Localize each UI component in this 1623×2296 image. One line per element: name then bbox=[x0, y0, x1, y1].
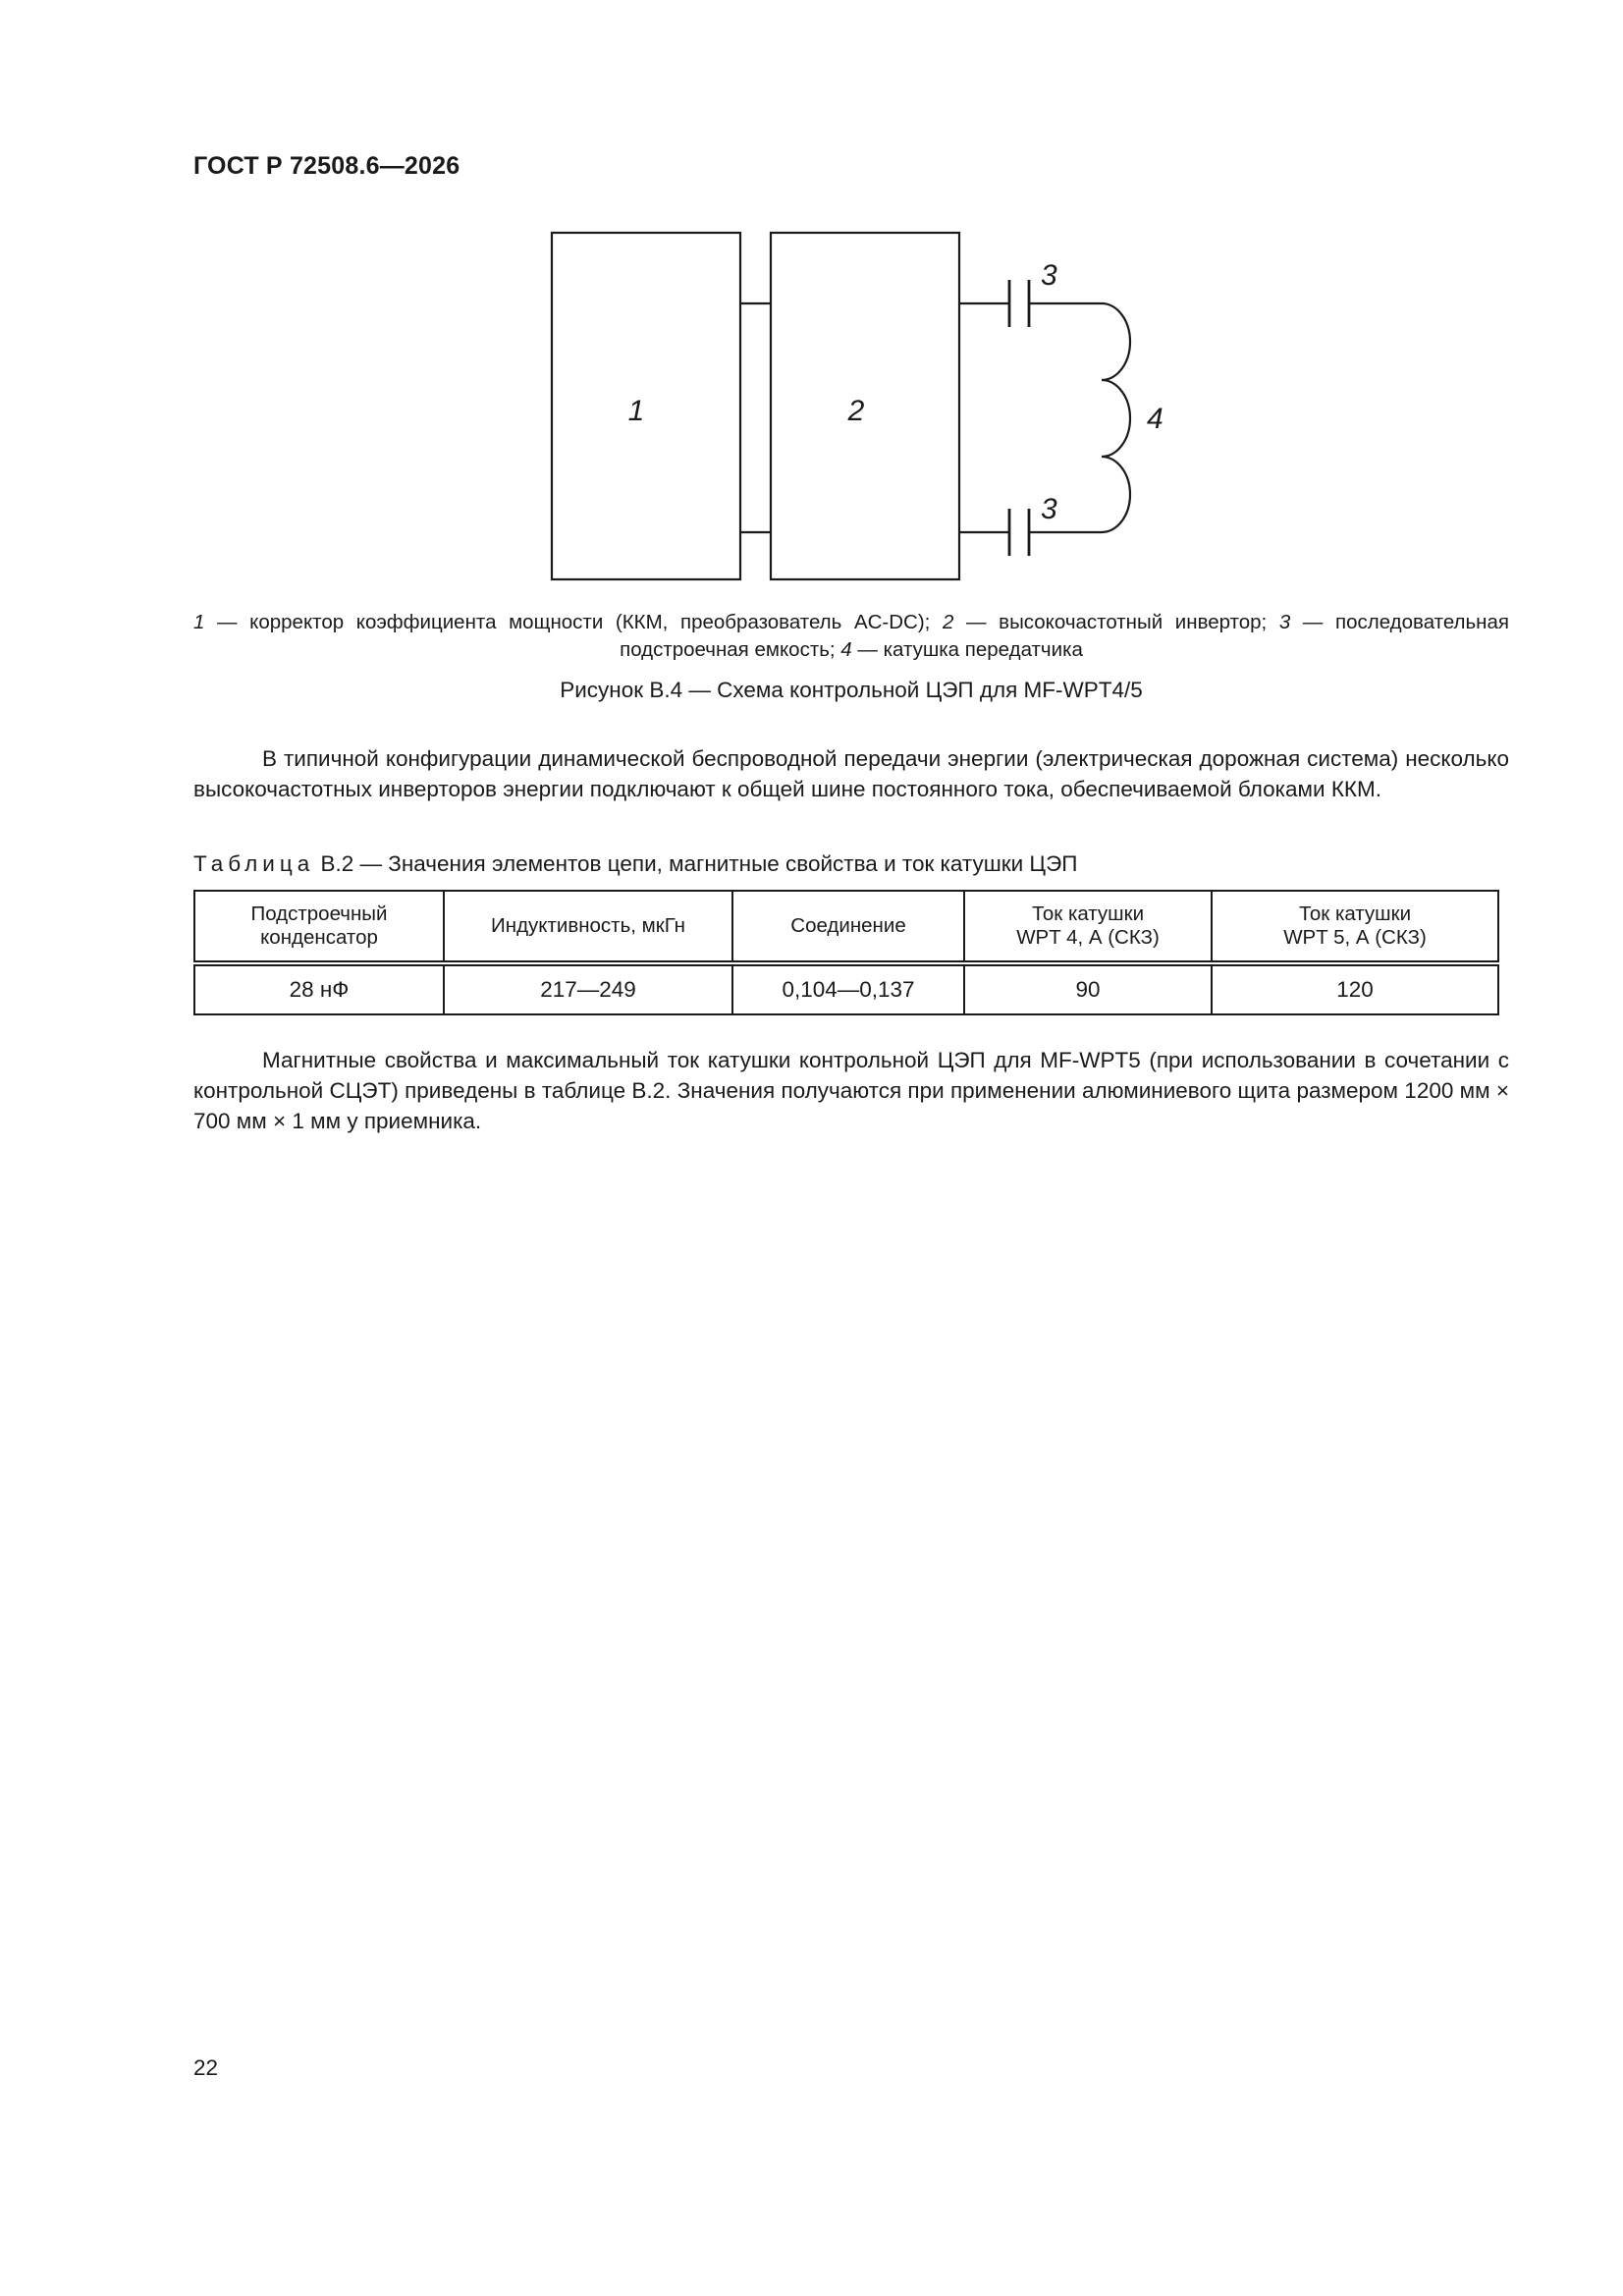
coil-label: 4 bbox=[1147, 403, 1163, 435]
paragraph-2 bbox=[193, 1045, 1509, 1136]
table-title-text: В.2 — Значения элементов цепи, магнитные свойства и ток катушки ЦЭП bbox=[314, 851, 1078, 876]
legend-line-1 bbox=[193, 609, 1509, 636]
document-code-header: ГОСТ Р 72508.6—2026 bbox=[193, 152, 460, 180]
table-cell: 28 нФ bbox=[194, 963, 444, 1014]
paragraph-2-text: Магнитные свойства и максимальный ток катушки контрольной ЦЭП для MF-WPT5 (при использовании в сочетании с контрольной СЦЭТ) приведены в таблице В.2. Значения получаются при применении алюминиевого щита размером 1200 мм × 700 мм × 1 мм у приемника. bbox=[193, 1048, 1509, 1133]
legend-line-2 bbox=[193, 636, 1509, 664]
block-2-label: 2 bbox=[847, 395, 865, 427]
legend-text-1: — корректор коэффициента мощности (ККМ, преобразователь AC-DC); bbox=[204, 611, 944, 633]
circuit-diagram bbox=[530, 221, 1163, 589]
capacitor-top-label: 3 bbox=[1041, 259, 1057, 292]
table-cell: 90 bbox=[964, 963, 1212, 1014]
legend-text-3: — последовательная bbox=[1290, 611, 1509, 633]
legend-text-2: — высокочастотный инвертор; bbox=[953, 611, 1279, 633]
table-header-cell: Ток катушки WPT 5, А (СКЗ) bbox=[1212, 891, 1498, 963]
legend-num-4: 4 bbox=[840, 638, 852, 661]
table-cell: 217—249 bbox=[444, 963, 732, 1014]
table-header-cell: Подстроечный конденсатор bbox=[194, 891, 444, 963]
table-header-cell: Ток катушки WPT 4, А (СКЗ) bbox=[964, 891, 1212, 963]
legend-num-1: 1 bbox=[193, 611, 205, 633]
data-table bbox=[193, 890, 1499, 1015]
table-header-row bbox=[194, 891, 1498, 963]
legend-num-2: 2 bbox=[943, 611, 954, 633]
capacitor-bottom-label: 3 bbox=[1041, 493, 1057, 525]
legend-num-3: 3 bbox=[1278, 611, 1291, 633]
circuit-diagram-svg bbox=[530, 221, 1163, 589]
table-cell: 0,104—0,137 bbox=[732, 963, 964, 1014]
block-2 bbox=[771, 233, 959, 579]
table-header-cell: Соединение bbox=[732, 891, 964, 963]
coil-4 bbox=[1102, 303, 1130, 532]
table-cell: 120 bbox=[1212, 963, 1498, 1014]
figure-caption: Рисунок В.4 — Схема контрольной ЦЭП для MF-WPT4/5 bbox=[560, 678, 1143, 702]
figure-legend bbox=[193, 609, 1509, 664]
table-header-cell: Индуктивность, мкГн bbox=[444, 891, 732, 963]
paragraph-1 bbox=[193, 743, 1509, 804]
table-container bbox=[193, 890, 1491, 1015]
legend-text-4: — катушка передатчика bbox=[851, 638, 1083, 661]
paragraph-1-text: В типичной конфигурации динамической беспроводной передачи энергии (электрическая дорожная система) несколько высокочастотных инверторов энергии подключают к общей шине постоянного тока, обеспечиваемой блоками ККМ. bbox=[193, 746, 1509, 801]
table-label: Таблица bbox=[193, 851, 315, 876]
legend-text-3b: подстроечная емкость; bbox=[620, 638, 841, 661]
block-1-label: 1 bbox=[627, 395, 645, 427]
page-number: 22 bbox=[193, 2055, 219, 2080]
table-title bbox=[193, 851, 1077, 877]
block-1 bbox=[552, 233, 740, 579]
table-row bbox=[194, 963, 1498, 1014]
